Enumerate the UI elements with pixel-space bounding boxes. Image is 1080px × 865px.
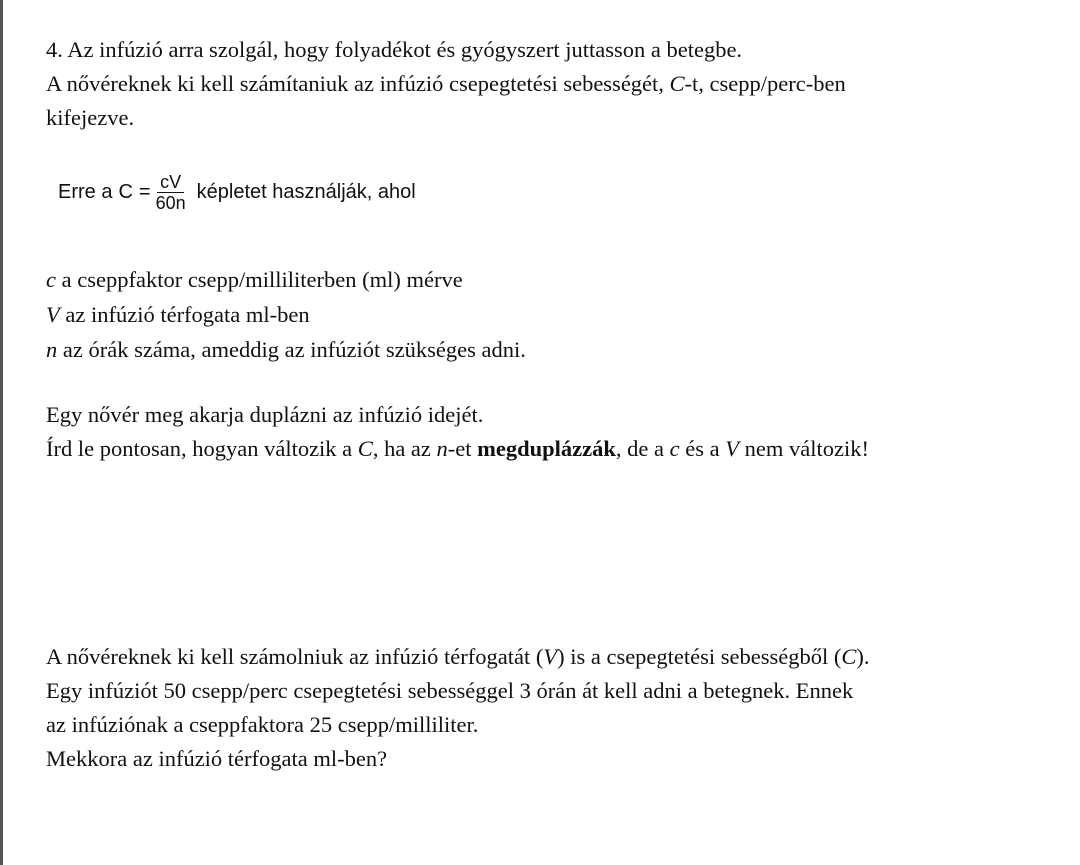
text-segment: , de a (615, 436, 670, 461)
variable-n: n (436, 436, 448, 461)
emphasis-text: megduplázzák (477, 436, 616, 461)
variable-c: c (46, 267, 56, 292)
task1-line-2 (46, 435, 869, 463)
definition-n (46, 336, 526, 364)
question-line-2 (46, 70, 846, 98)
text-segment: A nővéreknek ki kell számolniuk az infúzió térfogatát ( (46, 644, 544, 669)
text-segment: -t, csepp/perc-ben (684, 71, 846, 96)
formula-numerator: cV (157, 172, 184, 193)
formula-equals: = (138, 181, 151, 203)
formula-prefix: Erre a (58, 181, 113, 203)
definition-text: a cseppfaktor csepp/milliliterben (ml) mérve (56, 267, 463, 292)
formula-block (58, 172, 416, 213)
definition-text: az infúzió térfogata ml-ben (59, 302, 310, 327)
task2-line-2: Egy infúziót 50 csepp/perc csepegtetési sebességgel 3 órán át kell adni a betegnek. Ennek (46, 678, 854, 703)
variable-c: C (669, 71, 685, 96)
task1-line-1: Egy nővér meg akarja duplázni az infúzió idejét. (46, 402, 484, 427)
text-segment: A nővéreknek ki kell számítaniuk az infúzió csepegtetési sebességét, (46, 71, 670, 96)
task2-line-3: az infúziónak a cseppfaktora 25 csepp/milliliter. (46, 712, 479, 737)
text-segment: nem változik! (739, 436, 869, 461)
formula-fraction (153, 172, 189, 213)
text-segment: , ha az (372, 436, 437, 461)
variable-c-small: c (669, 436, 680, 461)
variable-c: C (841, 644, 857, 669)
text-segment: -et (447, 436, 478, 461)
variable-v: V (543, 644, 558, 669)
definition-c (46, 266, 463, 294)
question-title: 4. Az infúzió arra szolgál, hogy folyadékot és gyógyszert juttasson a betegbe. (46, 37, 743, 62)
formula-denominator: 60n (155, 193, 186, 213)
formula-lhs: C (118, 181, 133, 203)
text-segment: Írd le pontosan, hogyan változik a (46, 436, 358, 461)
text-segment: és a (679, 436, 726, 461)
variable-v: V (725, 436, 739, 461)
text-segment: ) is a csepegtetési sebességből ( (557, 644, 842, 669)
definition-text: az órák száma, ameddig az infúziót szükséges adni. (57, 337, 526, 362)
formula-suffix: képletet használják, ahol (196, 181, 416, 203)
task2-line-1 (46, 643, 870, 671)
variable-c: C (357, 436, 373, 461)
variable-n: n (46, 337, 58, 362)
definition-v (46, 301, 310, 329)
variable-v: V (46, 302, 60, 327)
task2-line-4: Mekkora az infúzió térfogata ml-ben? (46, 746, 388, 771)
text-segment: ). (856, 644, 870, 669)
page-left-border (0, 0, 3, 865)
question-line-3: kifejezve. (46, 105, 135, 130)
